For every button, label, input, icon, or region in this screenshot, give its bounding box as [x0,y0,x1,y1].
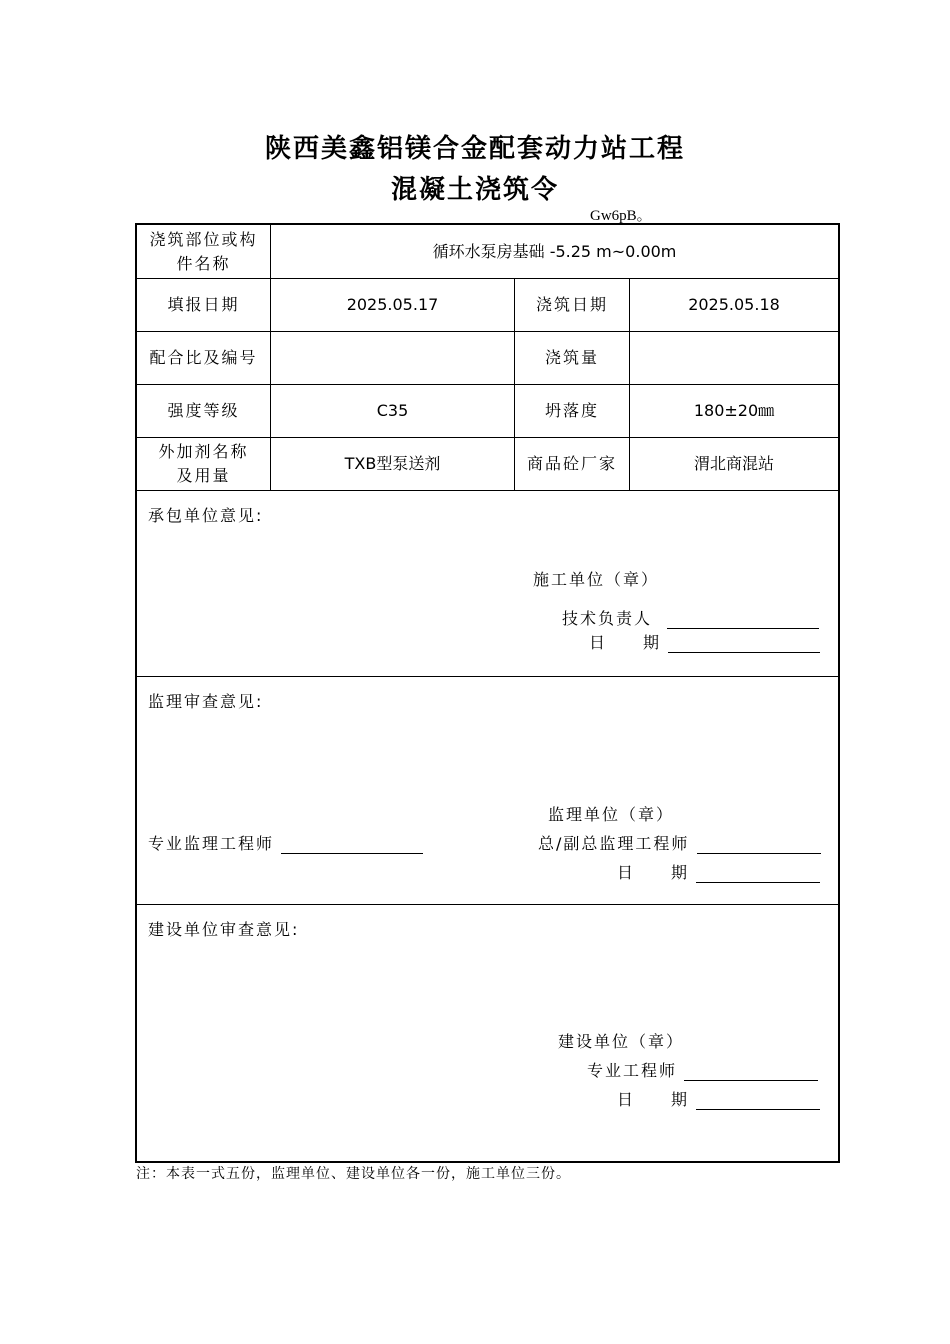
document-title: 陕西美鑫铝镁合金配套动力站工程 [264,134,685,164]
admix-label [137,438,271,490]
pour-date-label: 浇筑日期 [515,279,630,331]
owner-engineer-line [587,1058,818,1081]
supervision-title: 监理审查意见: [148,692,264,711]
contractor-unit: 施工单位（章） [533,570,660,589]
supervision-chief-line [538,831,821,854]
supervision-chief-label: 总/副总监理工程师 [538,834,690,853]
supervision-engineer-signature-line [281,835,423,854]
pour-order-form [135,223,840,1163]
footer-note: 注：本表一式五份，监理单位、建设单位各一份，施工单位三份。 [136,1166,571,1182]
slump-value: 180±20㎜ [693,401,775,420]
contractor-date-line-field [668,634,820,653]
contractor-tech-lead-line [562,606,819,629]
row-strength [137,385,838,438]
owner-date-line [617,1087,820,1110]
row-part [137,225,838,279]
part-label-line2: 件名称 [176,253,231,273]
supervision-chief-signature-line [697,835,821,854]
tech-lead-signature-line [667,610,819,629]
row-mix [137,332,838,385]
owner-engineer-label: 专业工程师 [587,1061,678,1080]
owner-section [137,905,838,1161]
supervision-date-label: 日 期 [617,863,690,882]
contractor-date-label: 日 期 [589,633,662,652]
owner-title: 建设单位审查意见: [148,920,300,939]
part-value: 循环水泵房基础 -5.25 m~0.00m [432,241,677,261]
supervision-section [137,677,838,905]
slump-label: 坍落度 [515,385,630,437]
row-dates [137,279,838,332]
document-subtitle: 混凝土浇筑令 [390,175,559,205]
contractor-tech-lead-label: 技术负责人 [562,609,653,628]
supervision-engineer-line [148,831,423,854]
supplier-label: 商品砼厂家 [515,438,630,490]
supervision-date-line-field [696,864,820,883]
contractor-date-line [589,630,820,653]
part-label-line1: 浇筑部位或构 [149,229,258,249]
part-label [137,225,271,278]
pour-date-value: 2025.05.18 [688,295,780,314]
strength-value: C35 [271,385,515,437]
row-admixture [137,438,838,491]
document-code: Gw6pB。 [590,208,652,224]
mix-label: 配合比及编号 [137,332,271,384]
pour-qty-value [630,332,838,384]
admix-value: TXB型泵送剂 [271,438,515,490]
owner-date-label: 日 期 [617,1090,690,1109]
mix-value [271,332,515,384]
contractor-section [137,491,838,677]
owner-date-line-field [696,1091,820,1110]
admix-label-line1: 外加剂名称 [158,442,249,461]
supervision-date-line [617,860,820,883]
owner-unit: 建设单位（章） [558,1032,685,1051]
report-date-label: 填报日期 [137,279,271,331]
report-date-value: 2025.05.17 [271,279,515,331]
admix-label-line2: 及用量 [176,466,231,485]
supplier-value: 渭北商混站 [693,454,774,473]
supervision-engineer-label: 专业监理工程师 [148,834,275,853]
supervision-unit: 监理单位（章） [548,805,675,824]
contractor-title: 承包单位意见: [148,506,264,525]
strength-label: 强度等级 [137,385,271,437]
pour-qty-label: 浇筑量 [515,332,630,384]
owner-engineer-signature-line [684,1062,818,1081]
